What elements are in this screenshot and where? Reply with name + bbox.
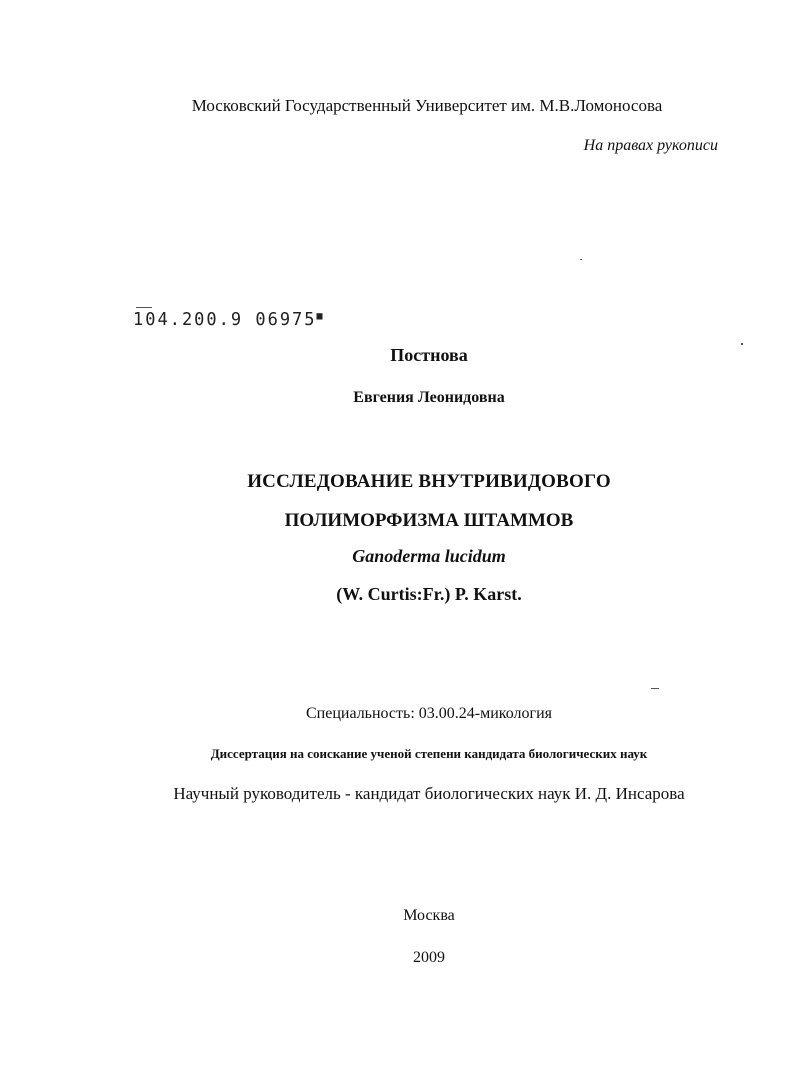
library-stamp-number (133, 309, 325, 331)
manuscript-rights-note: На правах рукописи (583, 137, 718, 154)
scan-speck (741, 343, 743, 345)
author-surname: Постнова (390, 345, 468, 365)
title-species-authority: (W. Curtis:Fr.) P. Karst. (336, 584, 522, 604)
author-given-names: Евгения Леонидовна (353, 389, 505, 406)
stamp-number-text: 104.200.9 06975 (133, 309, 317, 331)
scan-speck (136, 307, 152, 308)
title-line-2: ПОЛИМОРФИЗМА ШТАММОВ (284, 510, 574, 531)
title-line-1: ИССЛЕДОВАНИЕ ВНУТРИВИДОВОГО (247, 471, 611, 492)
scientific-supervisor: Научный руководитель - кандидат биологических наук И. Д. Инсарова (173, 784, 685, 803)
city: Москва (403, 907, 455, 924)
university-name: Московский Государственный Университет им. М.В.Ломоносова (191, 96, 663, 115)
scan-speck (651, 688, 659, 689)
stamp-dot-icon: ■ (316, 310, 325, 323)
title-species: Ganoderma lucidum (352, 546, 506, 566)
scan-speck (580, 259, 582, 260)
specialty: Специальность: 03.00.24-микология (305, 705, 552, 722)
dissertation-degree: Диссертация на соискание ученой степени кандидата биологических наук (210, 746, 648, 761)
year: 2009 (413, 949, 445, 966)
